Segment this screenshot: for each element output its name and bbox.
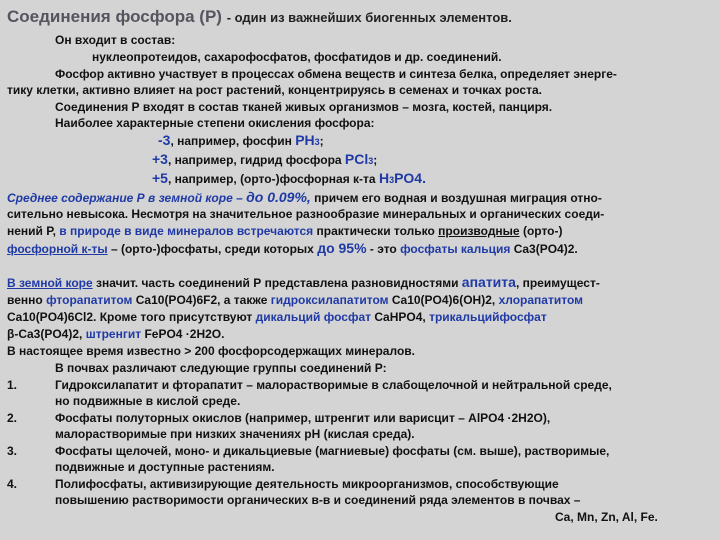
- para3-line4: [7, 326, 710, 342]
- text-fragment: , преимущест-: [515, 276, 600, 290]
- title-sub: - один из важнейших биогенных элементов.: [226, 10, 512, 25]
- group-text: Фосфаты полуторных окислов (например, штренгит или варисцит – AlPO4 ·2H2O),: [55, 411, 551, 425]
- text-fragment: нений Р,: [7, 224, 56, 238]
- formula-index: 3: [314, 137, 320, 147]
- group-text-cont: повышению растворимости органических в-в и соединений ряда элементов в почвах –: [55, 493, 581, 507]
- title-main: Соединения фосфора (Р): [7, 7, 222, 26]
- para1-line4: тику клетки, активно влияет на рост растений, концентрируясь в семенах и точках роста.: [7, 83, 542, 97]
- oxidation-row-2: [152, 151, 710, 169]
- text-fragment: Ca3(PO4)2.: [513, 242, 578, 256]
- group-text-cont: малорастворимые при низких значениях рН (кислая среда).: [55, 427, 415, 441]
- text-fragment: - это: [369, 242, 397, 256]
- text-fragment: апатита: [461, 274, 516, 290]
- group-number: 4.: [7, 477, 18, 491]
- para3-line5: В настоящее время известно > 200 фосфорсодержащих минералов.: [7, 344, 415, 358]
- average-content-line: [7, 189, 710, 206]
- para3-line1: [7, 274, 710, 291]
- oxidation-text: , например, гидрид фосфора: [167, 153, 345, 167]
- text-fragment: дикальций фосфат: [255, 310, 372, 324]
- group-text: Полифосфаты, активизирующие деятельность микроорганизмов, способствующие: [55, 477, 559, 491]
- group-number: 2.: [7, 411, 18, 425]
- text-fragment: до 95%: [317, 240, 367, 256]
- oxidation-tail: ;: [319, 134, 324, 148]
- oxidation-tail: ;: [373, 153, 378, 167]
- text-fragment: В земной коре: [7, 276, 93, 290]
- average-label: Среднее содержание Р в земной коре –: [7, 191, 243, 205]
- text-fragment: гидроксилапатитом: [270, 293, 389, 307]
- text-fragment: Ca10(PO4)6Cl2. Кроме того присутствуют: [7, 310, 253, 324]
- text-fragment: хлорапатитом: [498, 293, 583, 307]
- group-number: 3.: [7, 444, 18, 458]
- para2-line2: сительно невысока. Несмотря на значительное разнообразие минеральных и органических соеди-: [7, 207, 605, 221]
- formula-index: 3: [389, 175, 395, 185]
- oxidation-tail: PO4.: [394, 170, 426, 186]
- text-fragment: трикальцийфосфат: [429, 310, 547, 324]
- text-fragment: венно: [7, 293, 43, 307]
- text-fragment: практически только: [316, 224, 435, 238]
- group-text: Гидроксилапатит и фторапатит – малорастворимые в слабощелочной и нейтральной среде,: [55, 378, 612, 392]
- group-number: 1.: [7, 378, 18, 392]
- text-fragment: фосфаты кальция: [400, 242, 511, 256]
- para1-line6: Наиболее характерные степени окисления фосфора:: [55, 116, 375, 130]
- formula: PCl: [344, 151, 369, 167]
- para1-line3: Фосфор активно участвует в процессах обмена веществ и синтеза белка, определяет энерге-: [55, 67, 617, 81]
- group-text-cont: но подвижные в кислой среде.: [55, 394, 241, 408]
- text-fragment: производные: [438, 224, 520, 238]
- intro-line: Он входит в состав:: [55, 33, 176, 47]
- text-fragment: фторапатитом: [46, 293, 133, 307]
- elements-list: Ca, Mn, Zn, Al, Fe.: [555, 510, 658, 524]
- text-fragment: CaHPO4,: [374, 310, 426, 324]
- oxidation-state: +3: [152, 151, 168, 167]
- average-rest: причем его водная и воздушная миграция отно-: [314, 191, 602, 205]
- para2-line4: [7, 240, 710, 257]
- composition-line: нуклеопротеидов, сахарофосфатов, фосфатидов и др. соединений.: [92, 50, 502, 64]
- oxidation-text: , например, фосфин: [170, 134, 296, 148]
- text-fragment: FePO4 ·2H2O.: [144, 327, 225, 341]
- para3-line3: [7, 309, 710, 325]
- oxidation-text: , например, (орто-)фосфорная к-та: [167, 172, 379, 186]
- para3-line2: [7, 292, 710, 308]
- text-fragment: (орто-): [522, 224, 563, 238]
- text-fragment: фосфорной к-ты: [7, 242, 108, 256]
- para2-line3: [7, 223, 710, 239]
- formula-index: 3: [368, 156, 374, 166]
- text-fragment: Ca10(PO4)6F2, а также: [135, 293, 268, 307]
- text-fragment: значит. часть соединений Р представлена разновидностями: [96, 276, 459, 290]
- text-fragment: β-Ca3(PO4)2,: [7, 327, 83, 341]
- oxidation-row-3: [152, 170, 710, 188]
- page-title: [7, 6, 710, 29]
- text-fragment: в природе в виде минералов встречаются: [59, 224, 314, 238]
- para3-line6: В почвах различают следующие группы соединений Р:: [55, 361, 387, 375]
- para1-line5: Соединения Р входят в состав тканей живых организмов – мозга, костей, панциря.: [55, 100, 553, 114]
- average-value: до 0.09%,: [246, 189, 311, 205]
- oxidation-state: +5: [152, 170, 168, 186]
- oxidation-state: -3: [158, 132, 171, 148]
- group-text: Фосфаты щелочей, моно- и дикальциевые (магниевые) фосфаты (см. выше), растворимые,: [55, 444, 610, 458]
- text-fragment: – (орто-)фосфаты, среди которых: [110, 242, 314, 256]
- formula: PH: [295, 132, 315, 148]
- text-fragment: Ca10(PO4)6(OH)2,: [391, 293, 496, 307]
- formula: H: [378, 170, 390, 186]
- text-fragment: штренгит: [85, 327, 142, 341]
- oxidation-row-1: [158, 132, 710, 150]
- group-text-cont: подвижные и доступные растениям.: [55, 460, 275, 474]
